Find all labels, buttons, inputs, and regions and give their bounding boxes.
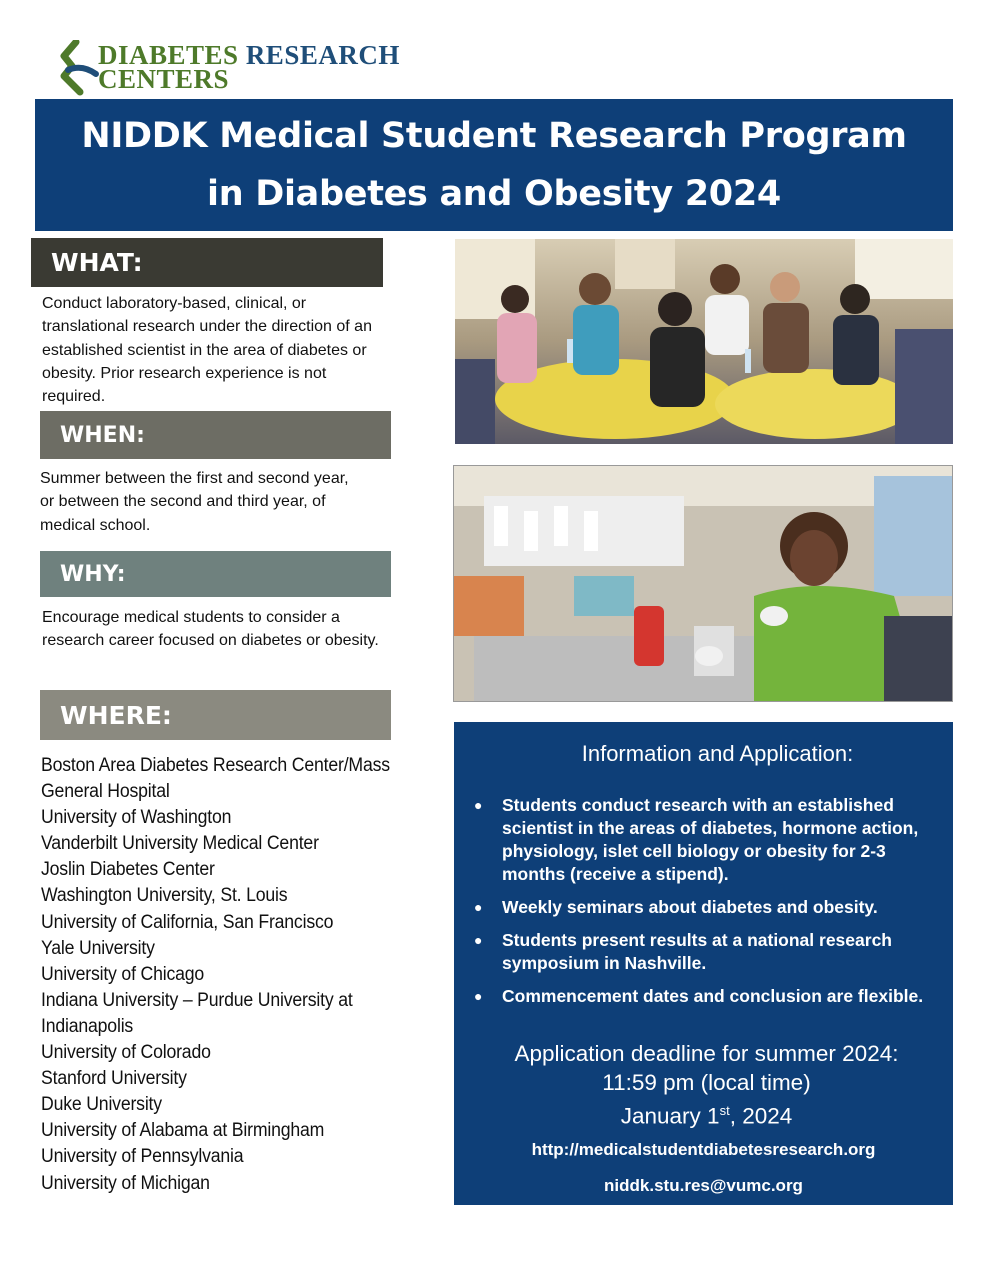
- why-heading: WHY:: [40, 551, 391, 597]
- bullet-icon: ●: [474, 988, 483, 1004]
- when-heading: WHEN:: [40, 411, 391, 459]
- photo-student-in-lab: [453, 465, 953, 702]
- page-title-line-2: in Diabetes and Obesity 2024: [207, 174, 781, 214]
- bullet-icon: ●: [474, 899, 483, 915]
- bullet-text: Commencement dates and conclusion are flexible.: [502, 986, 924, 1006]
- list-item: Joslin Diabetes Center: [41, 859, 215, 881]
- logo-word-research: RESEARCH: [245, 40, 400, 70]
- list-item: [472, 794, 942, 886]
- list-item: University of Pennsylvania: [41, 1146, 244, 1168]
- deadline-line-2: 11:59 pm (local time): [602, 1069, 811, 1095]
- list-item: Boston Area Diabetes Research Center/Mass: [41, 755, 390, 776]
- info-title: Information and Application:: [581, 741, 854, 766]
- list-item: Yale University: [41, 937, 155, 959]
- where-heading: WHERE:: [40, 690, 391, 740]
- list-item: Washington University, St. Louis: [41, 885, 288, 907]
- bullet-text: Weekly seminars about diabetes and obesity.: [502, 897, 878, 917]
- logo: [58, 40, 418, 94]
- list-item: Indianapolis: [41, 1015, 134, 1037]
- bullet-text: Students present results at a national research symposium in Nashville.: [502, 930, 892, 973]
- list-item: University of Alabama at Birmingham: [41, 1120, 325, 1142]
- list-item: Stanford University: [41, 1068, 187, 1090]
- bullet-text: Students conduct research with an established scientist in the areas of diabetes, hormone action, physiology, islet cell biology or obesity for 2-3 months (receive a stipend).: [502, 795, 919, 884]
- email-link[interactable]: niddk.stu.res@vumc.org: [604, 1176, 803, 1195]
- page-title-line-1: NIDDK Medical Student Research Program: [81, 116, 907, 156]
- deadline-line-1: Application deadline for summer 2024:: [514, 1041, 899, 1066]
- list-item: University of Colorado: [41, 1042, 211, 1064]
- what-text: Conduct laboratory-based, clinical, or translational research under the direction of an established scientist in the area of diabetes or obesity. Prior research experience is not required.: [42, 295, 372, 406]
- list-item: General Hospital: [41, 781, 170, 803]
- logo-word-centers: CENTERS: [98, 64, 230, 94]
- institution-list: [41, 753, 441, 1197]
- title-banner: [35, 99, 953, 231]
- list-item: Duke University: [41, 1094, 162, 1116]
- list-item: University of Washington: [41, 807, 232, 829]
- photo-students-discussion: [455, 239, 953, 444]
- application-deadline: [454, 1040, 953, 1131]
- info-box: [454, 722, 953, 1205]
- list-item: University of Michigan: [41, 1172, 210, 1194]
- list-item: [472, 985, 942, 1008]
- website-link[interactable]: http://medicalstudentdiabetesresearch.org: [531, 1140, 876, 1159]
- bullet-icon: ●: [474, 932, 483, 948]
- what-heading: WHAT:: [31, 238, 383, 287]
- list-item: [472, 896, 942, 919]
- list-item: [472, 929, 942, 975]
- list-item: Indiana University – Purdue University at: [41, 989, 353, 1011]
- list-item: University of California, San Francisco: [41, 911, 334, 933]
- bullet-icon: ●: [474, 797, 483, 813]
- when-text: Summer between the first and second year, or between the second and third year, of medical school.: [40, 470, 349, 534]
- logo-word-diabetes: DIABETES: [98, 40, 239, 70]
- deadline-date: January 1st, 2024: [620, 1103, 793, 1129]
- info-bullet-list: [472, 794, 942, 1018]
- list-item: University of Chicago: [41, 963, 205, 985]
- why-text: Encourage medical students to consider a research career focused on diabetes or obesity.: [42, 609, 379, 650]
- list-item: Vanderbilt University Medical Center: [41, 833, 319, 855]
